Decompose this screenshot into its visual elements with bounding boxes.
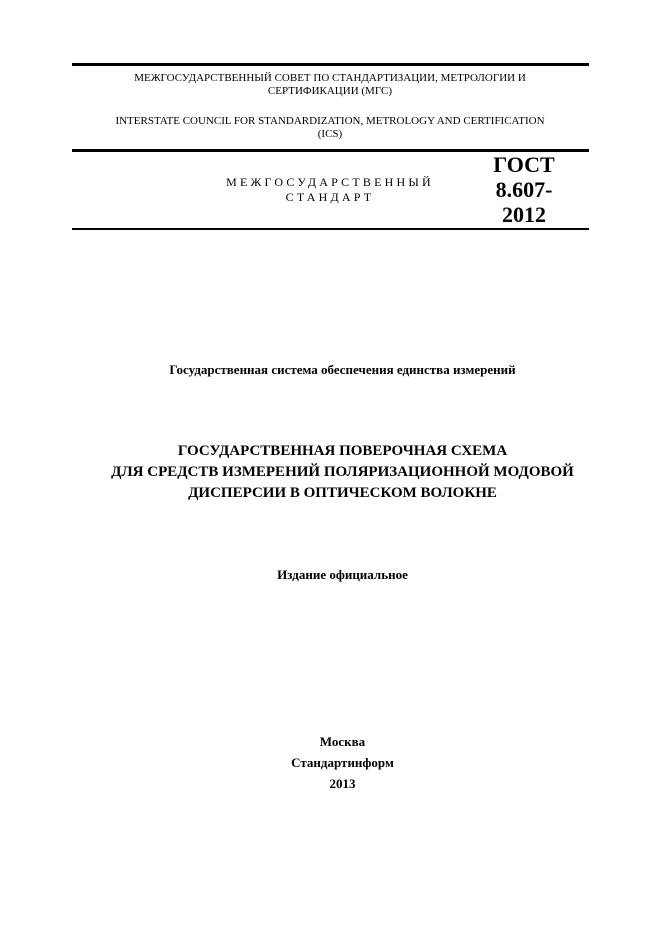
imprint-publisher: Стандартинформ (291, 755, 394, 770)
document-title (60, 441, 625, 504)
series-title: Государственная система обеспечения единства измерений (169, 362, 516, 377)
standard-type-label (210, 175, 450, 205)
council-en-line-2: (ICS) (317, 128, 343, 140)
standard-type-line-1: МЕЖГОСУДАРСТВЕННЫЙ (226, 175, 434, 189)
header-bottom-rule (72, 228, 589, 230)
designation-line-3: 2012 (502, 202, 546, 227)
imprint-year: 2013 (329, 776, 356, 791)
council-ru-line-1: МЕЖГОСУДАРСТВЕННЫЙ СОВЕТ ПО СТАНДАРТИЗАЦИИ, МЕТРОЛОГИИ И (134, 72, 526, 84)
edition-note: Издание официальное (277, 567, 408, 582)
designation-line-1: ГОСТ (493, 152, 555, 177)
title-line-1: ГОСУДАРСТВЕННАЯ ПОВЕРОЧНАЯ СХЕМА (177, 443, 508, 459)
designation-line-2: 8.607- (495, 177, 553, 202)
standard-type-line-2: СТАНДАРТ (285, 190, 375, 204)
council-ru-line-2: СЕРТИФИКАЦИИ (МГС) (267, 85, 393, 97)
standard-designation (478, 152, 570, 227)
header-top-rule (72, 63, 589, 66)
council-name-russian (80, 72, 580, 98)
council-name-english (80, 115, 580, 141)
title-line-2: ДЛЯ СРЕДСТВ ИЗМЕРЕНИЙ ПОЛЯРИЗАЦИОННОЙ МОДОВОЙ (111, 464, 574, 480)
council-en-line-1: INTERSTATE COUNCIL FOR STANDARDIZATION, METROLOGY AND CERTIFICATION (115, 115, 545, 127)
imprint-city: Москва (319, 734, 366, 749)
imprint (60, 731, 625, 794)
title-line-3: ДИСПЕРСИИ В ОПТИЧЕСКОМ ВОЛОКНЕ (188, 485, 497, 501)
